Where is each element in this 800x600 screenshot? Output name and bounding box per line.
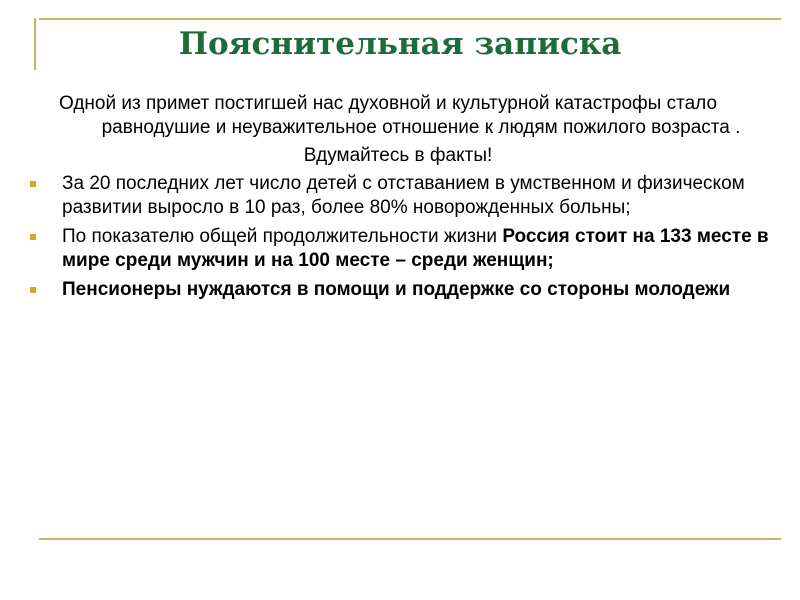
slide-title: Пояснительная записка: [178, 26, 622, 62]
list-item-children-development: [18, 172, 778, 220]
bullet-text-bold: Россия стоит на 133 месте в мире среди мужчин и на 100 месте – среди женщин;: [62, 226, 769, 271]
bottom-rule: [39, 538, 781, 540]
bullet-text: За 20 последних лет число детей с отставанием в умственном и физическом развитии выросло в 10 раз, более 80% новорожденных больны;: [62, 173, 745, 218]
square-bullet-icon: [30, 181, 36, 187]
top-rule: [39, 18, 781, 20]
bullet-text: По показателю общей продолжительности жизни: [62, 226, 503, 247]
bullet-text-bold: Пенсионеры нуждаются в помощи и поддержке со стороны молодежи: [62, 279, 731, 300]
slide-body: [18, 92, 778, 307]
square-bullet-icon: [30, 234, 36, 240]
list-item-pensioners: [18, 278, 778, 302]
facts-heading: Вдумайтесь в факты!: [303, 145, 493, 166]
list-item-life-expectancy: [18, 225, 778, 273]
intro-paragraph: Одной из примет постигшей нас духовной и культурной катастрофы стало равнодушие и неуважительное отношение к людям пожилого возраста .: [58, 93, 741, 138]
square-bullet-icon: [30, 287, 36, 293]
facts-list: [18, 172, 778, 302]
